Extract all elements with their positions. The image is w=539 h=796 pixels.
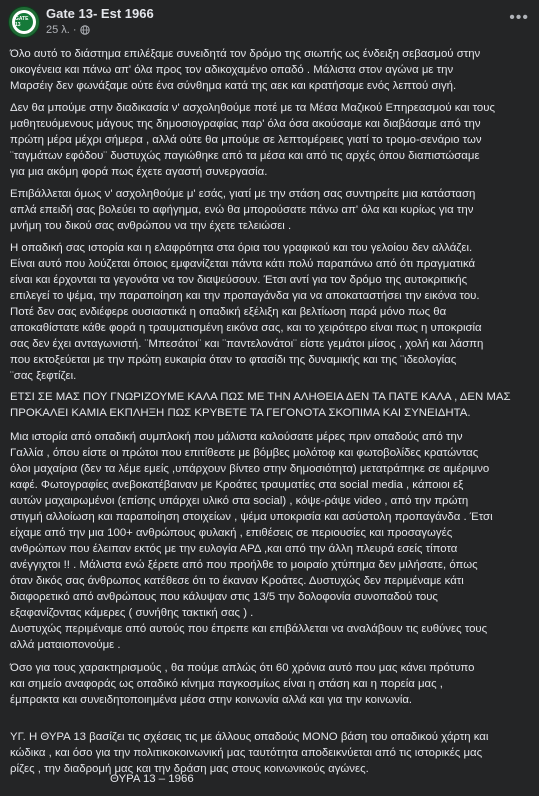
post-paragraph: Δυστυχώς περιμέναμε από αυτούς που έπρεπε και επιβάλλεται να αναλάβουν τις ευθύνες τους αλλά ματαιοπονούμε . <box>10 623 488 651</box>
post-paragraph: ΥΓ. Η ΘΥΡΑ 13 βασίζει τις σχέσεις τις με άλλους οπαδούς ΜΟΝΟ βάση του οπαδικού χάρτη και κώδικα , και όσο για την πολιτικοκοινωνική μας ταυτότητα αποδεικνύεται από τις ιστορικές μας ρίζες , την διαδρομή μας και την δράση μας στους κοινωνικούς αγώνες. <box>10 731 489 775</box>
post-meta: 25 λ. · <box>46 24 90 36</box>
globe-icon <box>80 25 90 35</box>
post-timestamp[interactable]: 25 λ. <box>46 24 70 36</box>
post-header <box>0 0 539 44</box>
post-paragraph: Η οπαδική σας ιστορία και η ελαφρότητα στα όρια του γραφικού και του γελοίου δεν αλλάζει. Είναι αυτό που λούζεται όποιος εμφανίζεται πάντα κάτι πολύ παραπάνω από ότι πραγματικά είναι και έρχονται τα γεγονότα να τον διαψεύσουν. Έτσι αντί για τον δρόμο της αυτοκριτικής επιλεγεί το ψέμα, την παραποίηση και την προπαγάνδα για να αποκαταστήσει την εικόνα του. Ποτέ δεν σας ενδιέφερε ουσιαστικά η οπαδική εξέλιξη και βελτίωση παρά μόνο πως θα αποκαθίστατε κάθε φορά η τραυματισμένη εικόνα σας, και το χειρότερο είναι πως η υποκρισία σας δεν έχει ανταγωνιστή. ¨Μπεσάτοι¨ και ¨παντελονάτοι¨ είστε γεμάτοι μίσος , χολή και λάσπη που εκτοξεύεται με την πρώτη ευκαιρία όταν το φτασίδι της δυναμικής και της ¨ιδεολογίας ¨σας ξεφτίζει. <box>10 242 484 382</box>
page-avatar[interactable] <box>8 6 40 38</box>
post-paragraph: Όσο για τους χαρακτηρισμούς , θα πούμε απλώς ότι 60 χρόνια αυτό που μας κάνει πρότυπο και σημείο αναφοράς ως οπαδικό κίνημα παγκοσμίως είναι η στάση και η πορεία μας , έμπρακτα και συνειδητοποιημένα μέσα στην κοινωνία αλλά και για την κοινωνία. <box>10 662 475 706</box>
avatar-logo-ring <box>12 10 36 34</box>
post-paragraph: ΕΤΣΙ ΣΕ ΜΑΣ ΠΟΥ ΓΝΩΡΙΖΟΥΜΕ ΚΑΛΑ ΠΩΣ ΜΕ ΤΗΝ ΑΛΗΘΕΙΑ ΔΕΝ ΤΑ ΠΑΤΕ ΚΑΛΑ , ΔΕΝ ΜΑΣ ΠΡΟΚΑΛΕΙ ΚΑΜΙΑ ΕΚΠΛΗΞΗ ΠΩΣ ΚΡΥΒΕΤΕ ΤΑ ΓΕΓΟΝΟΤΑ ΣΚΟΠΙΜΑ ΚΑΙ ΣΥΝΕΙΔΗΤΑ. <box>10 391 511 419</box>
post-paragraph: Δεν θα μπούμε στην διαδικασία ν' ασχοληθούμε ποτέ με τα Μέσα Μαζικού Επηρεασμού και τους μαθητευόμενους μάγους της δημοσιογραφίας παρ' όλα όσα ακούσαμε και διαβάσαμε από την πρώτη μέρα μέχρι σήμερα , αλλά ούτε θα μπούμε σε λεπτομέρειες γιατί το τρομο-σενάριο των ¨ταγμάτων εφόδου¨ δυστυχώς παγιώθηκε από τα μέσα και από τις αρχές όπου διαπιστώσαμε για μια ακόμη φορά πως έχετε αγαστή συνεργασία. <box>10 102 495 178</box>
post-paragraph: Μια ιστορία από οπαδική συμπλοκή που μάλιστα καλούσατε μέρες πριν οπαδούς από την Γαλλία , όπου είστε οι πρώτοι που επιτίθεστε με βόμβες μολότοφ και φωτοβολίδες κρατώντας όλοι μαχαίρια (δεν τα λέμε εμείς ,υπάρχουν βίντεο στην δημοσιότητα) μετατράπηκε σε αμέριμνο καφέ. Φωτογραφίες ανεβοκατέβαιναν με Κροάτες τραυματίες στα social media , κάποιοι εξ αυτών μαχαιρωμένοι (επίσης υπάρχει υλικό στα social) , κόψε-ράψε video , από την πρώτη στιγμή αλλοίωση και παραποίηση στοιχείων , ψέμα υποκρισία και ασύστολη προπαγάνδα . Έτσι είχαμε από την μια 100+ ανθρώπους φυλακή , επιθέσεις σε περιουσίες και προσαγωγές ανθρώπων που έλειπαν εκτός με την ευλογία ΑΡΔ ,και από την άλλη πλευρά εσείς τίποτα ανέγγιχτοι !! . Μάλιστα ενώ ξέρετε από που προήλθε το μοιραίο χτύπημα δεν μιλήσατε, όπως όταν δικός σας άνθρωπος κατέθεσε ότι το έκαναν Κροάτες. Δυστυχώς δεν περιμέναμε κάτι διαφορετικό από ανθρώπους που κάλυψαν στις 13/5 την δολοφονία συνοπαδού τους εξαφανίζοντας κάμερες ( συνήθης τακτική σας ) . <box>10 431 493 619</box>
post-signature: ΘΥΡΑ 13 – 1966 <box>110 773 194 785</box>
page-name-link[interactable]: Gate 13- Est 1966 <box>46 6 154 21</box>
more-options-icon[interactable]: ••• <box>509 9 529 26</box>
avatar-logo: GATE 13 <box>15 13 33 31</box>
post-paragraph: Επιβάλλεται όμως ν' ασχοληθούμε μ' εσάς, γιατί με την στάση σας συντηρείτε μια κατάσταση απλά επειδή σας βολεύει το αφήγημα, ενώ θα μπορούσατε πάνω απ' όλα και κυρίως για την μνήμη του δικού σας ανθρώπου να την έχετε τελειώσει . <box>10 188 476 232</box>
post-paragraph: Όλο αυτό το διάστημα επιλέξαμε συνειδητά τον δρόμο της σιωπής ως ένδειξη σεβασμού στην οικογένεια και πάνω απ' όλα προς τον αδικοχαμένο οπαδό . Μάλιστα στον αγώνα με την Μαρσέιγ δεν φωνάξαμε ούτε ένα σύνθημα κατά της αεκ και κρατήσαμε ενός λεπτού σιγή. <box>10 48 481 92</box>
